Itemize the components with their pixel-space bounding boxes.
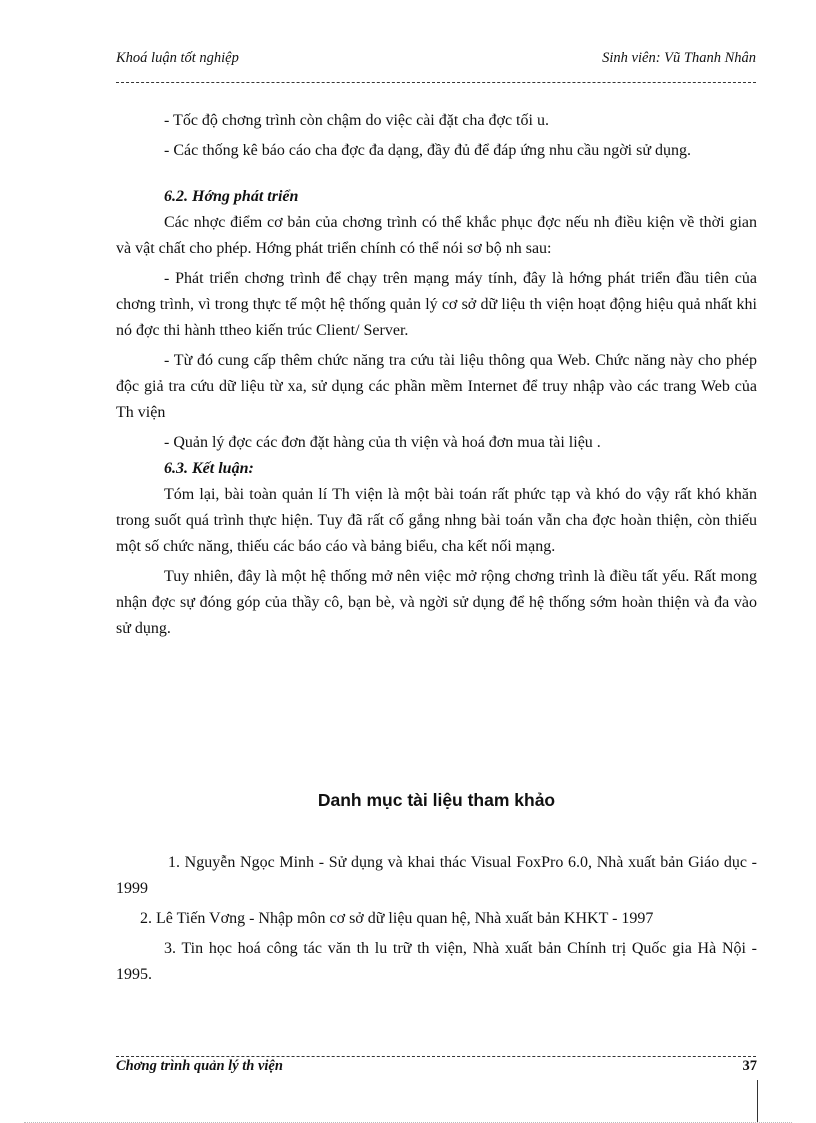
paragraph-future: Tuy nhiên, đây là một hệ thống mở nên việc mở rộng chơng trình là điều tất yếu. Rất mong nhận đợc sự đóng góp của thầy cô, bạn bè, và ngời sử dụng để hệ thống sớm hoàn thiện và đa vào sử dụng. <box>116 568 757 637</box>
page-footer <box>116 1058 757 1080</box>
section-6-2-title: 6.2. Hớng phát triển <box>164 188 299 205</box>
reference-item-2: 2. Lê Tiến Vơng - Nhập môn cơ sở dữ liệu quan hệ, Nhà xuất bản KHKT - 1997 <box>140 910 654 927</box>
header-thesis-label: Khoá luận tốt nghiệp <box>116 50 239 66</box>
footer-vertical-rule <box>757 1080 758 1123</box>
references-list <box>116 850 757 992</box>
paragraph-limitation-speed: - Tốc độ chơng trình còn chậm do việc cài đặt cha đợc tối u. <box>164 112 549 129</box>
paragraph-limitation-reports: - Các thống kê báo cáo cha đợc đa dạng, đầy đủ để đáp ứng nhu cầu ngời sử dụng. <box>164 142 692 159</box>
header-student-name: Sinh viên: Vũ Thanh Nhân <box>602 50 756 66</box>
main-content <box>116 108 757 642</box>
section-6-3-title: 6.3. Kết luận: <box>164 460 254 477</box>
footer-divider <box>116 1056 756 1057</box>
page-number: 37 <box>742 1058 757 1074</box>
paragraph-web-search: - Từ đó cung cấp thêm chức năng tra cứu tài liệu thông qua Web. Chức năng này cho phép độc giả tra cứu dữ liệu từ xa, sử dụng các phần mềm Internet để truy nhập vào các trang Web của Th viện <box>116 352 757 421</box>
paragraph-order-management: - Quản lý đợc các đơn đặt hàng của th viện và hoá đơn mua tài liệu . <box>164 434 601 451</box>
paragraph-network-development: - Phát triển chơng trình để chạy trên mạng máy tính, đây là hớng phát triển đầu tiên của chơng trình, vì trong thực tế một hệ thống quản lý cơ sở dữ liệu th viện hoạt động hiệu quả nhất khi nó đợc thi hành ttheo kiến trúc Client/ Server. <box>116 270 757 339</box>
paragraph-development-intro: Các nhợc điểm cơ bản của chơng trình có thể khắc phục đợc nếu nh điều kiện về thời gian và vật chất cho phép. Hớng phát triển chính có thể nói sơ bộ nh sau: <box>116 214 757 257</box>
reference-item-1: 1. Nguyễn Ngọc Minh - Sử dụng và khai thác Visual FoxPro 6.0, Nhà xuất bản Giáo dục - 1999 <box>116 854 757 897</box>
page-header <box>116 50 756 72</box>
references-title: Danh mục tài liệu tham khảo <box>317 790 556 810</box>
header-divider <box>116 82 756 83</box>
paragraph-conclusion: Tóm lại, bài toàn quản lí Th viện là một bài toán rất phức tạp và khó do vậy rất khó khăn trong suốt quá trình thực hiện. Tuy đã rất cố gắng nhng bài toán vẫn cha đợc hoàn thiện, còn thiếu một số chức năng, thiếu các báo cáo và bảng biểu, cha kết nối mạng. <box>116 486 757 555</box>
reference-item-3: 3. Tin học hoá công tác văn th lu trữ th viện, Nhà xuất bản Chính trị Quốc gia Hà Nội - 1995. <box>116 940 757 983</box>
footer-program-title: Chơng trình quản lý th viện <box>116 1058 283 1074</box>
